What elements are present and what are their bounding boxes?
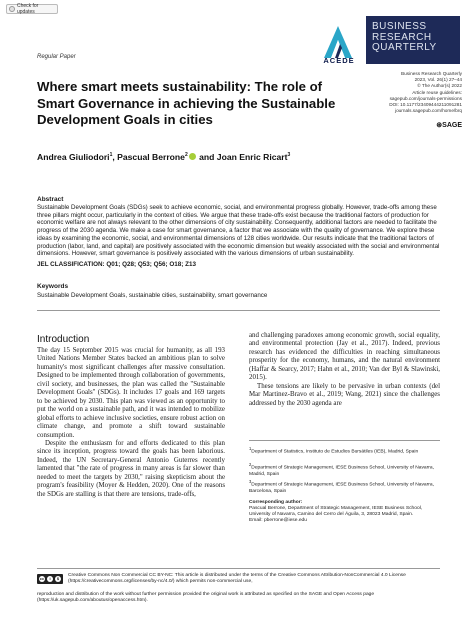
affiliation-marker: 3 xyxy=(287,152,291,159)
affiliation-marker: 3 xyxy=(249,479,252,484)
doi[interactable]: DOI: 10.1177/23409444211091281 xyxy=(389,102,462,108)
affiliation-marker: 2 xyxy=(249,462,252,467)
journal-logo-line: QUARTERLY xyxy=(372,42,437,53)
permissions-link[interactable]: sagepub.com/journals-permissions xyxy=(389,95,462,101)
copyright: © The Author(s) 2022 xyxy=(417,83,462,89)
orcid-icon[interactable] xyxy=(189,153,196,160)
by-icon: i xyxy=(47,576,53,582)
reuse-label: Article reuse guidelines: xyxy=(412,89,462,95)
journal-metadata xyxy=(322,71,462,114)
paragraph: Despite the enthusiasm for and efforts dedicated to this plan since its inception, progress toward the goals has been laborious. Indeed, the UN Secretary-General Antonio Guterres recently lamented that "the rate of progress in many areas is far slower than needed to meet the targets by 2030," raising skepticism about the program's feasibility (Moyer & Hedden, 2020). One of the reasons the SDGs are stalling is that there are tensions, trade-offs, xyxy=(37,439,225,498)
body-column-left xyxy=(37,347,225,499)
check-for-updates-label: Check for updates xyxy=(16,3,39,15)
nc-icon: $ xyxy=(56,576,60,581)
affiliation-text: Department of Strategic Management, IESE Business School, University of Navarra, Barcelona, Spain xyxy=(249,482,434,494)
creative-commons-badge xyxy=(37,574,63,584)
journal-volume: 2023, Vol. 26(1) 27–44 xyxy=(414,77,462,83)
sage-wordmark: SAGE xyxy=(442,122,462,129)
abstract-text: Sustainable Development Goals (SDGs) seek to achieve economic, social, and environmental progress globally. However, trade-offs among these three pillars might occur, particularly in the context of cities. We argue that these trade-offs exist because the traditional factors of production for economic welfare are not always relevant to the other dimensions of city sustainability. Consequently, additional factors are needed to facilitate the progress of the 2030 agenda. We make a case for smart governance, a factor that we associate with the quality of governance. We explore these ideas by examining the economic, social, and environmental dimensions of 128 cities worldwide. Our results indicate that the traditional factors of production (labor, land, and capital) are positively associated with the economic dimension but weakly associated with the social and environmental dimensions. However, smart governance is positively associated with the various dimensions of urban sustainability. xyxy=(37,204,440,258)
article-type-label: Regular Paper xyxy=(37,54,76,60)
affiliation-text: Department of Statistics, Instituto de Estudios Bursátiles (IEB), Madrid, Spain xyxy=(251,449,419,455)
license-text: Creative Commons Non Commercial CC BY-NC: This article is distributed under the terms of the Creative Commons Attribution-NonCommercial 4.0 License (https://creativecommons.org/licenses/by-nc/4.0/) which permits non-commercial use, xyxy=(68,573,406,585)
section-heading: Introduction xyxy=(37,334,90,345)
footnote-divider xyxy=(249,440,440,441)
corresponding-author-heading: Corresponding author: xyxy=(249,500,303,505)
journal-home-link[interactable]: journals.sagepub.com/home/brq xyxy=(395,108,462,114)
corresponding-author-address: Pascual Berrone, Department of Strategic Management, IESE Business School, University of Navarra, Camino del Cerro del Águila, 3, 28023 Madrid, Spain. xyxy=(249,506,423,518)
affiliation-marker: 1 xyxy=(249,446,252,451)
acede-wordmark: ACEDE xyxy=(323,56,355,65)
keywords-text: Sustainable Development Goals, sustainable cities, sustainability, smart governance xyxy=(37,292,268,299)
sage-logo-icon: ⊛ xyxy=(436,122,443,129)
update-icon xyxy=(9,6,15,12)
paper-title: Where smart meets sustainability: The role of Smart Governance in achieving the Sustainable Development Goals in cities xyxy=(37,79,336,127)
author-name: , Pascual Berrone xyxy=(112,152,185,162)
author-list xyxy=(37,152,290,162)
paragraph: These tensions are likely to be pervasive in urban contexts (del Mar Martinez-Bravo et al., 2019; Wang, 2021) since the challenges addressed by the 2030 agenda are xyxy=(249,382,440,407)
affiliation-footnote xyxy=(249,462,440,478)
keywords-heading: Keywords xyxy=(37,283,69,290)
affiliation-marker: 1 xyxy=(109,152,113,159)
paragraph: and challenging paradoxes among economic growth, social equality, and environmental protection (Jay et al., 2017). Indeed, previous research has evidenced the difficulties in reaching simultaneous prosperity for the economy, humans, and the natural environment (Haffar & Searcy, 2017; Hahn et al., 2010; Van der Byl & Slawinski, 2015). xyxy=(249,332,440,382)
affiliation-footnote xyxy=(249,479,440,495)
affiliation-footnote xyxy=(249,446,440,456)
corresponding-author xyxy=(249,500,440,524)
abstract-heading: Abstract xyxy=(37,196,64,203)
author-name: and Joan Enric Ricart xyxy=(196,152,288,162)
journal-logo-line: BUSINESS xyxy=(372,21,427,32)
paragraph: The day 15 September 2015 was crucial for humanity, as all 193 United Nations Member States backed an ambitious plan to solve humanity's most significant challenges after massive consultation. Designed to be implemented through collaboration of governments, civil society, and businesses, the plan was called the "Sustainable Development Goals" (SDGs). It includes 17 goals and 169 targets to be achieved by 2030. This plan was viewed as an opportunity to put the world on a sustainable path, and it was intended to mobilize global efforts to achieve inclusive societies, ensure robust action on climate change, and promote a shift toward sustainable consumption. xyxy=(37,347,225,439)
body-column-right xyxy=(249,332,440,408)
affiliation-marker: 2 xyxy=(184,152,188,159)
sage-logo xyxy=(436,121,462,129)
cc-icon: cc xyxy=(39,576,45,581)
journal-logo xyxy=(366,16,460,64)
license-divider xyxy=(37,568,440,569)
license-text-continued: reproduction and distribution of the work without further permission provided the original work is attributed as specified on the SAGE and Open Access page (https://uk.sagepub.com/aboutus/openaccess.htm). xyxy=(37,592,375,604)
affiliation-text: Department of Strategic Management, IESE Business School, University of Navarra, Madrid, Spain xyxy=(249,465,434,477)
journal-name: Business Research Quarterly xyxy=(401,71,462,76)
author-name: Andrea Giuliodori xyxy=(37,152,110,162)
journal-logo-line: RESEARCH xyxy=(372,31,432,43)
corresponding-author-email[interactable]: Email: pberrone@iese.edu xyxy=(249,518,307,524)
check-for-updates-badge[interactable] xyxy=(6,4,58,14)
divider xyxy=(37,310,440,311)
jel-classification: JEL CLASSIFICATION: Q01; Q28; Q53; Q56; O18; Z13 xyxy=(37,261,196,268)
